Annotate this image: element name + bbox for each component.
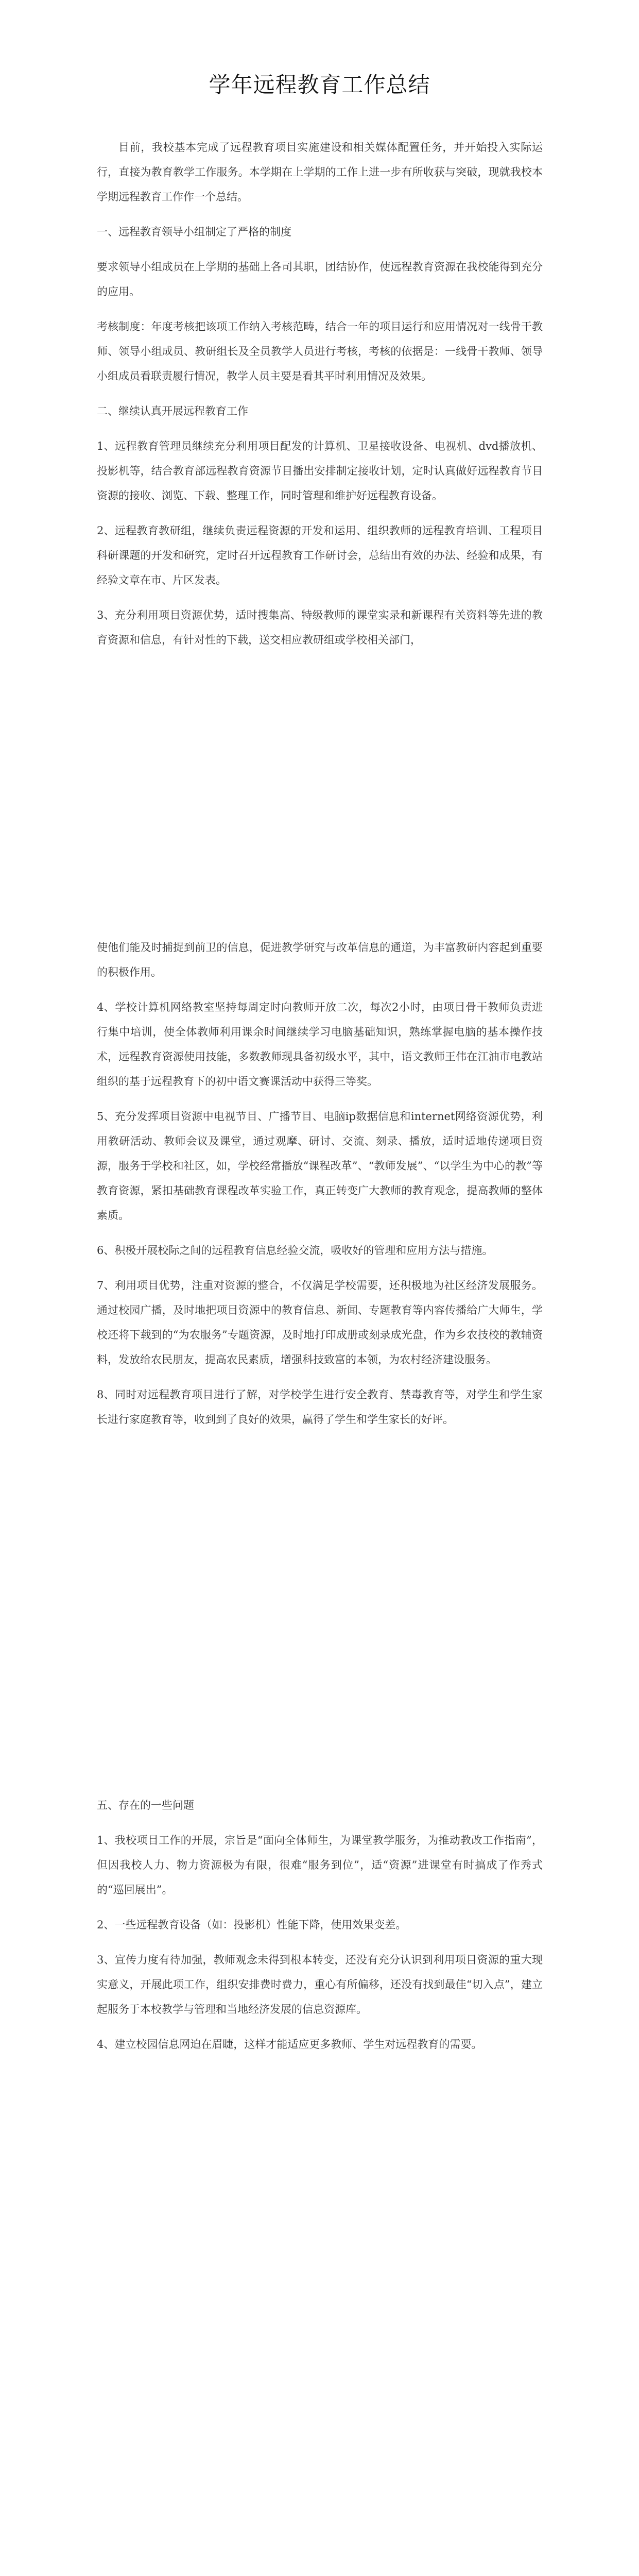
paragraph: 3、宣传力度有待加强，教师观念未得到根本转变，还没有充分认识到利用项目资源的重大现实意义，开展此项工作，组织安排费时费力，重心有所偏移，还没有找到最佳“切入点”，建立起服务于本校教学与管理和当地经济发展的信息资源库。 — [97, 1954, 543, 2015]
section-heading-2: 二、继续认真开展远程教育工作 — [97, 405, 248, 417]
paragraph: 使他们能及时捕捉到前卫的信息，促进教学研究与改革信息的通道，为丰富教研内容起到重要的积极作用。 — [97, 941, 543, 978]
paragraph: 7、利用项目优势，注重对资源的整合，不仅满足学校需要，还积极地为社区经济发展服务。通过校园广播，及时地把项目资源中的教育信息、新闻、专题教育等内容传播给广大师生，学校还将下载到的“为农服务”专题资源，及时地打印成册或刻录成光盘，作为乡农技校的教辅资料，发放给农民朋友，提高农民素质，增强科技致富的本领，为农村经济建设服务。 — [97, 1279, 543, 1366]
paragraph: 8、同时对远程教育项目进行了解，对学校学生进行安全教育、禁毒教育等，对学生和学生家长进行家庭教育等，收到到了良好的效果，赢得了学生和学生家长的好评。 — [97, 1388, 543, 1426]
content-block-1 — [97, 135, 543, 652]
intro-paragraph: 目前，我校基本完成了远程教育项目实施建设和相关媒体配置任务，并开始投入实际运行，直接为教育教学工作服务。本学期在上学期的工作上进一步有所收获与突破，现就我校本学期远程教育工作作一个总结。 — [97, 141, 543, 203]
section-heading-5: 五、存在的一些问题 — [97, 1799, 194, 1811]
paragraph: 5、充分发挥项目资源中电视节目、广播节目、电脑ip数据信息和internet网络资源优势，利用教研活动、教师会议及课堂，通过观摩、研讨、交流、刻录、播放，适时适地传递项目资源，服务于学校和社区，如，学校经常播放“课程改革”、“教师发展”、“以学生为中心的教”等教育资源，紧扣基础教育课程改革实验工作，真正转变广大教师的教育观念，提高教师的整体素质。 — [97, 1110, 543, 1222]
paragraph: 4、建立校园信息网迫在眉睫，这样才能适应更多教师、学生对远程教育的需要。 — [97, 2038, 482, 2050]
paragraph: 1、我校项目工作的开展，宗旨是“面向全体师生，为课堂教学服务，为推动教改工作指南”，但因我校人力、物力资源极为有限，很难“服务到位”，适“资源”进课堂有时搞成了作秀式的“巡回展出”。 — [97, 1834, 543, 1896]
content-block-2 — [97, 935, 543, 1432]
content-block-3 — [97, 1793, 543, 2057]
paragraph: 2、一些远程教育设备（如：投影机）性能下降，使用效果变差。 — [97, 1919, 407, 1931]
paragraph: 6、积极开展校际之间的远程教育信息经验交流，吸收好的管理和应用方法与措施。 — [97, 1244, 493, 1257]
paragraph: 4、学校计算机网络教室坚持每周定时向教师开放二次，每次2小时，由项目骨干教师负责进行集中培训，使全体教师利用课余时间继续学习电脑基础知识，熟练掌握电脑的基本操作技术，远程教育资源使用技能，多数教师现具备初级水平，其中，语文教师王伟在江油市电教站组织的基于远程教育下的初中语文赛课活动中获得三等奖。 — [97, 1001, 543, 1088]
paragraph: 考核制度：年度考核把该项工作纳入考核范畴，结合一年的项目运行和应用情况对一线骨干教师、领导小组成员、教研组长及全员教学人员进行考核，考核的依据是：一线骨干教师、领导小组成员看联责履行情况，教学人员主要是看其平时利用情况及效果。 — [97, 320, 543, 382]
page-title: 学年远程教育工作总结 — [209, 72, 430, 97]
paragraph: 1、远程教育管理员继续充分利用项目配发的计算机、卫星接收设备、电视机、dvd播放机、投影机等，结合教育部远程教育资源节目播出安排制定接收计划，定时认真做好远程教育节目资源的接收、浏览、下载、整理工作，同时管理和维护好远程教育设备。 — [97, 440, 543, 502]
paragraph: 2、远程教育教研组，继续负责远程资源的开发和运用、组织教师的远程教育培训、工程项目科研课题的开发和研究，定时召开远程教育工作研讨会，总结出有效的办法、经验和成果，有经验文章在市、片区发表。 — [97, 524, 543, 586]
paragraph: 要求领导小组成员在上学期的基础上各司其职，团结协作，使远程教育资源在我校能得到充分的应用。 — [97, 261, 543, 298]
paragraph: 3、充分利用项目资源优势，适时搜集高、特级教师的课堂实录和新课程有关资料等先进的教育资源和信息，有针对性的下载，送交相应教研组或学校相关部门， — [97, 609, 543, 646]
section-heading-1: 一、远程教育领导小组制定了严格的制度 — [97, 226, 291, 238]
